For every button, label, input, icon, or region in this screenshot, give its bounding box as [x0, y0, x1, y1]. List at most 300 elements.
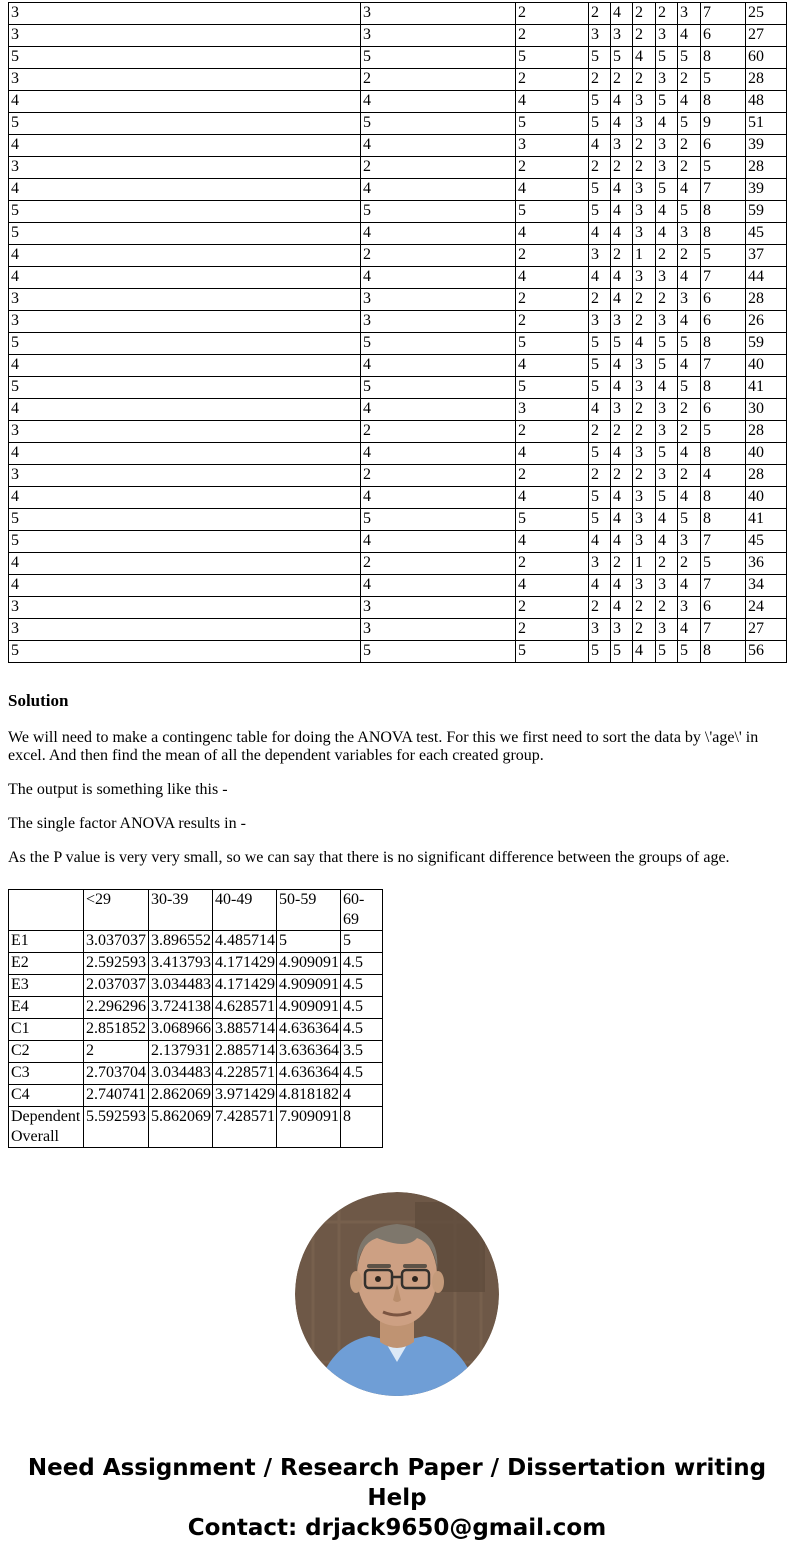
table-cell: 5 — [678, 47, 701, 69]
table-cell: 60 — [746, 47, 787, 69]
table-cell: 2.592593 — [84, 953, 149, 975]
table-cell: 4 — [656, 223, 678, 245]
table-cell: 4 — [611, 91, 633, 113]
table-cell: 2 — [516, 289, 589, 311]
table-cell: 4 — [361, 399, 516, 421]
table-row — [9, 1085, 383, 1107]
table-cell: 8 — [701, 487, 746, 509]
table-cell: 2.037037 — [84, 975, 149, 997]
table-cell: 5 — [9, 377, 361, 399]
table-cell: 5 — [678, 377, 701, 399]
table-cell: 28 — [746, 69, 787, 91]
table-cell: 2 — [656, 245, 678, 267]
table-cell: 7 — [701, 355, 746, 377]
table-cell: 2.885714 — [213, 1041, 277, 1063]
table-cell: 4 — [9, 443, 361, 465]
table-cell: 2 — [633, 399, 656, 421]
table-row — [9, 575, 787, 597]
table-cell: 59 — [746, 333, 787, 355]
table-cell: C2 — [9, 1041, 84, 1063]
table-cell: 7.909091 — [277, 1107, 341, 1148]
table-cell: 4 — [678, 487, 701, 509]
table-cell: 4 — [589, 575, 611, 597]
table-cell: 5 — [678, 333, 701, 355]
table-cell: 5 — [611, 641, 633, 663]
table-cell: 5 — [701, 69, 746, 91]
table-cell: 2.137931 — [149, 1041, 213, 1063]
table-cell: 3 — [589, 25, 611, 47]
table-cell: 4 — [9, 91, 361, 113]
table-cell: 3 — [633, 223, 656, 245]
table-row — [9, 25, 787, 47]
table-cell: 4 — [516, 575, 589, 597]
table-cell: 4.909091 — [277, 953, 341, 975]
table-cell: 4 — [678, 179, 701, 201]
table-cell: 3 — [361, 597, 516, 619]
table-cell: 3 — [656, 135, 678, 157]
table-cell: 5 — [678, 201, 701, 223]
table-row — [9, 135, 787, 157]
table-row — [9, 531, 787, 553]
table-cell: 6 — [701, 25, 746, 47]
table-cell: 2 — [611, 69, 633, 91]
table-cell: 8 — [701, 377, 746, 399]
table-cell: 3 — [633, 201, 656, 223]
table-cell: 8 — [701, 201, 746, 223]
table-cell: 5 — [678, 509, 701, 531]
table-cell: 3 — [656, 25, 678, 47]
table-cell: 5 — [9, 47, 361, 69]
table-cell: 6 — [701, 399, 746, 421]
footer-contact: Contact: drjack9650@gmail.com — [187, 1515, 607, 1541]
table-row — [9, 245, 787, 267]
table-cell: 2 — [611, 553, 633, 575]
table-cell: 41 — [746, 377, 787, 399]
table-cell: 5 — [361, 377, 516, 399]
table-cell: 3 — [678, 289, 701, 311]
table-cell: 4 — [611, 223, 633, 245]
table-cell: 2 — [361, 157, 516, 179]
table-cell: 4 — [9, 135, 361, 157]
table-cell: 2 — [516, 157, 589, 179]
table-cell: 4.171429 — [213, 975, 277, 997]
table-cell: 4 — [611, 201, 633, 223]
table-cell: 2 — [361, 245, 516, 267]
table-cell: 2 — [516, 553, 589, 575]
table-cell: 5 — [656, 443, 678, 465]
table-cell: 2 — [678, 421, 701, 443]
table-cell: 3 — [589, 553, 611, 575]
table-cell: 7 — [701, 179, 746, 201]
table-cell: 5 — [9, 531, 361, 553]
solution-paragraph-3: The single factor ANOVA results in - — [8, 815, 246, 832]
table-cell: 3 — [516, 399, 589, 421]
solution-paragraph-4: As the P value is very very small, so we can say that there is no significant difference between the groups of age. — [8, 849, 730, 866]
table-cell: 2 — [589, 597, 611, 619]
table-cell: 3 — [633, 355, 656, 377]
table-cell: 5 — [678, 113, 701, 135]
table-cell: 5 — [656, 355, 678, 377]
table-cell: 45 — [746, 223, 787, 245]
table-cell: 45 — [746, 531, 787, 553]
table-cell: 3 — [361, 289, 516, 311]
table-cell: 3 — [633, 377, 656, 399]
table-cell: 3.068966 — [149, 1019, 213, 1041]
table-cell: C1 — [9, 1019, 84, 1041]
table-cell: 3.724138 — [149, 997, 213, 1019]
table-cell: 3.037037 — [84, 931, 149, 953]
table-cell: 2 — [633, 465, 656, 487]
table-cell: 5 — [516, 509, 589, 531]
table-cell: 5 — [516, 201, 589, 223]
table-cell: 4 — [589, 399, 611, 421]
table-cell: 4 — [361, 223, 516, 245]
table-cell: 8 — [341, 1107, 383, 1148]
table-cell: 28 — [746, 157, 787, 179]
table-cell: 2 — [633, 311, 656, 333]
table-cell: 3 — [9, 311, 361, 333]
table-cell: 2 — [678, 399, 701, 421]
table-cell: 8 — [701, 443, 746, 465]
tutor-photo — [295, 1192, 499, 1396]
table-cell: 34 — [746, 575, 787, 597]
table-cell: 4 — [656, 531, 678, 553]
table-cell: 5 — [701, 421, 746, 443]
table-cell: 3 — [9, 69, 361, 91]
table-cell: 7 — [701, 267, 746, 289]
table-cell: 8 — [701, 641, 746, 663]
table-cell: 5 — [516, 113, 589, 135]
table-cell: 2 — [678, 465, 701, 487]
solution-paragraph-2: The output is something like this - — [8, 781, 228, 798]
anova-data-body — [9, 931, 383, 1148]
table-cell: 7 — [701, 531, 746, 553]
table-row — [9, 975, 383, 997]
table-cell: E4 — [9, 997, 84, 1019]
table-cell: 39 — [746, 135, 787, 157]
anova-means-table — [8, 889, 383, 1148]
table-cell: 4 — [611, 575, 633, 597]
table-cell: 4.909091 — [277, 975, 341, 997]
table-row — [9, 377, 787, 399]
table-row — [9, 953, 383, 975]
table-cell: 5 — [611, 333, 633, 355]
table-cell: 4.5 — [341, 1063, 383, 1085]
table-cell: 4 — [589, 531, 611, 553]
table-cell: 3 — [9, 3, 361, 25]
table-cell: 2 — [678, 245, 701, 267]
table-cell: 51 — [746, 113, 787, 135]
table-cell: 3 — [633, 267, 656, 289]
table-cell: 2 — [633, 69, 656, 91]
table-cell: 5 — [9, 333, 361, 355]
table-row — [9, 355, 787, 377]
table-cell: 4 — [611, 531, 633, 553]
table-cell: 3 — [589, 311, 611, 333]
table-cell: 5 — [9, 113, 361, 135]
table-cell: 2 — [361, 69, 516, 91]
table-cell: 4 — [361, 179, 516, 201]
table-cell: 3 — [589, 619, 611, 641]
table-row — [9, 69, 787, 91]
table-cell: 2 — [633, 25, 656, 47]
table-cell: 3 — [656, 619, 678, 641]
table-cell: 4 — [361, 575, 516, 597]
table-cell: 3 — [9, 597, 361, 619]
table-cell: 3 — [361, 619, 516, 641]
table-cell: 4 — [516, 267, 589, 289]
table-cell: 4 — [589, 223, 611, 245]
table-cell: 3 — [633, 113, 656, 135]
table-cell: <29 — [84, 890, 149, 931]
table-cell: 4 — [633, 641, 656, 663]
table-cell: 41 — [746, 509, 787, 531]
table-cell: 3 — [9, 289, 361, 311]
table-cell: 3 — [361, 25, 516, 47]
table-cell: 3 — [633, 575, 656, 597]
table-cell: 2 — [589, 3, 611, 25]
table-cell: 2 — [84, 1041, 149, 1063]
table-cell: 3 — [656, 465, 678, 487]
table-row — [9, 47, 787, 69]
table-cell: 3 — [9, 465, 361, 487]
table-cell: 4 — [516, 531, 589, 553]
table-cell: 5 — [589, 333, 611, 355]
table-cell: 4 — [361, 443, 516, 465]
table-cell: 2 — [589, 69, 611, 91]
table-cell: 2 — [516, 619, 589, 641]
table-cell: 5 — [701, 553, 746, 575]
table-cell: 5 — [516, 641, 589, 663]
table-cell: 4 — [361, 531, 516, 553]
table-cell: 3 — [611, 619, 633, 641]
footer-help-text: Need Assignment / Research Paper / Dissertation writing Help — [27, 1455, 767, 1511]
table-cell: 4 — [9, 553, 361, 575]
table-row — [9, 1107, 383, 1148]
table-cell: 4 — [611, 509, 633, 531]
table-cell: 4.5 — [341, 997, 383, 1019]
table-cell: 5 — [656, 91, 678, 113]
table-cell: 3 — [633, 179, 656, 201]
table-cell: 4 — [611, 113, 633, 135]
table-cell: Dependent Overall — [9, 1107, 84, 1148]
table-cell: 8 — [701, 223, 746, 245]
table-cell: 2.740741 — [84, 1085, 149, 1107]
table-cell: 4 — [611, 289, 633, 311]
table-row — [9, 223, 787, 245]
table-cell: 2.862069 — [149, 1085, 213, 1107]
table-cell: 2 — [656, 3, 678, 25]
table-cell: 3 — [9, 25, 361, 47]
table-cell: 37 — [746, 245, 787, 267]
table-cell: C4 — [9, 1085, 84, 1107]
table-cell: 5 — [589, 179, 611, 201]
table-cell: 40 — [746, 443, 787, 465]
table-row — [9, 597, 787, 619]
table-cell: 3 — [633, 487, 656, 509]
table-cell: 4.171429 — [213, 953, 277, 975]
table-cell: 3 — [678, 223, 701, 245]
table-cell: 50-59 — [277, 890, 341, 931]
table-cell: 7 — [701, 619, 746, 641]
table-cell: 59 — [746, 201, 787, 223]
table-cell: 2 — [656, 289, 678, 311]
table-cell: 2 — [516, 25, 589, 47]
table-cell: 2 — [516, 311, 589, 333]
table-cell: 4 — [516, 487, 589, 509]
table-cell: 5 — [656, 47, 678, 69]
table-cell: 4 — [516, 355, 589, 377]
table-cell: 3 — [656, 311, 678, 333]
table-cell: 2 — [611, 465, 633, 487]
table-cell: 2 — [516, 597, 589, 619]
table-cell: 5 — [589, 487, 611, 509]
table-cell: 3 — [9, 619, 361, 641]
table-cell: 2 — [361, 421, 516, 443]
table-cell: 4 — [611, 487, 633, 509]
table-cell: 4 — [516, 223, 589, 245]
table-cell: 2.703704 — [84, 1063, 149, 1085]
table-row — [9, 289, 787, 311]
table-cell: 3 — [633, 91, 656, 113]
table-cell: 4 — [656, 201, 678, 223]
table-cell: 8 — [701, 47, 746, 69]
table-cell: 4 — [9, 487, 361, 509]
table-cell: 3.896552 — [149, 931, 213, 953]
table-cell: 4 — [678, 355, 701, 377]
table-cell: 5 — [516, 333, 589, 355]
table-cell: 3 — [656, 399, 678, 421]
table-cell: 5 — [589, 201, 611, 223]
table-cell: 4 — [9, 245, 361, 267]
table-cell — [9, 890, 84, 931]
table-cell: 3 — [656, 421, 678, 443]
table-row — [9, 509, 787, 531]
table-cell: 4.818182 — [277, 1085, 341, 1107]
table-cell: 2 — [516, 69, 589, 91]
table-cell: 4 — [516, 91, 589, 113]
scores-table — [8, 2, 787, 663]
table-row — [9, 487, 787, 509]
table-cell: 4 — [678, 267, 701, 289]
table-cell: 5 — [341, 931, 383, 953]
table-cell: 5 — [589, 509, 611, 531]
table-row — [9, 553, 787, 575]
table-cell: 2 — [678, 69, 701, 91]
table-cell: 3.5 — [341, 1041, 383, 1063]
table-cell: 4 — [361, 267, 516, 289]
table-cell: 7 — [701, 3, 746, 25]
table-cell: 5 — [361, 47, 516, 69]
table-cell: 48 — [746, 91, 787, 113]
table-cell: 3 — [678, 3, 701, 25]
table-cell: 5 — [589, 377, 611, 399]
table-cell: 2 — [611, 245, 633, 267]
table-row — [9, 113, 787, 135]
table-cell: 4 — [589, 267, 611, 289]
table-cell: 5 — [656, 487, 678, 509]
table-row — [9, 443, 787, 465]
table-cell: 4 — [341, 1085, 383, 1107]
table-cell: 6 — [701, 289, 746, 311]
table-cell: 5 — [9, 223, 361, 245]
table-cell: 4 — [678, 443, 701, 465]
table-cell: 5 — [701, 245, 746, 267]
table-cell: 5 — [589, 641, 611, 663]
table-cell: 26 — [746, 311, 787, 333]
table-cell: 4 — [611, 597, 633, 619]
table-cell: 5.592593 — [84, 1107, 149, 1148]
table-cell: 4 — [589, 135, 611, 157]
table-cell: 36 — [746, 553, 787, 575]
table-cell: 9 — [701, 113, 746, 135]
table-row — [9, 333, 787, 355]
table-cell: 4.5 — [341, 975, 383, 997]
table-cell: 2 — [678, 553, 701, 575]
table-cell: 28 — [746, 465, 787, 487]
table-cell: 4 — [611, 3, 633, 25]
table-cell: 25 — [746, 3, 787, 25]
table-row — [9, 1041, 383, 1063]
table-cell: 4 — [678, 25, 701, 47]
table-row — [9, 641, 787, 663]
table-cell: 2 — [633, 157, 656, 179]
table-cell: 4.5 — [341, 1019, 383, 1041]
table-cell: 2.296296 — [84, 997, 149, 1019]
table-cell: 3.885714 — [213, 1019, 277, 1041]
table-row — [9, 3, 787, 25]
table-cell: 2 — [361, 553, 516, 575]
footer-banner — [8, 1453, 786, 1543]
table-cell: 27 — [746, 25, 787, 47]
table-cell: 30-39 — [149, 890, 213, 931]
table-cell: 5 — [656, 333, 678, 355]
table-cell: 7 — [701, 575, 746, 597]
table-cell: 39 — [746, 179, 787, 201]
table-cell: 4.636364 — [277, 1063, 341, 1085]
table-cell: 4 — [678, 575, 701, 597]
table-row — [9, 931, 383, 953]
table-cell: 2 — [589, 157, 611, 179]
table-cell: 4 — [9, 355, 361, 377]
table-cell: 60-69 — [341, 890, 383, 931]
table-row — [9, 179, 787, 201]
table-cell: 2 — [589, 465, 611, 487]
table-cell: 2 — [589, 289, 611, 311]
table-cell: 2 — [656, 597, 678, 619]
table-cell: 2 — [516, 465, 589, 487]
table-cell: 3 — [611, 311, 633, 333]
table-cell: 2 — [516, 245, 589, 267]
solution-paragraph-1: We will need to make a contingenc table for doing the ANOVA test. For this we first need to sort the data by \'age\' in excel. And then find the mean of all the dependent variables for each created group. — [8, 729, 759, 764]
table-cell: 1 — [633, 553, 656, 575]
table-cell: 3 — [611, 135, 633, 157]
table-cell: 30 — [746, 399, 787, 421]
table-cell: 5 — [277, 931, 341, 953]
table-cell: 27 — [746, 619, 787, 641]
table-cell: 4 — [633, 333, 656, 355]
table-cell: 4 — [361, 135, 516, 157]
table-cell: 4 — [516, 443, 589, 465]
table-cell: 4 — [611, 377, 633, 399]
table-row — [9, 997, 383, 1019]
table-cell: 5 — [9, 641, 361, 663]
table-cell: 4.228571 — [213, 1063, 277, 1085]
table-cell: 2 — [678, 157, 701, 179]
table-cell: 2 — [516, 421, 589, 443]
table-cell: 5 — [516, 377, 589, 399]
table-cell: 3 — [589, 245, 611, 267]
